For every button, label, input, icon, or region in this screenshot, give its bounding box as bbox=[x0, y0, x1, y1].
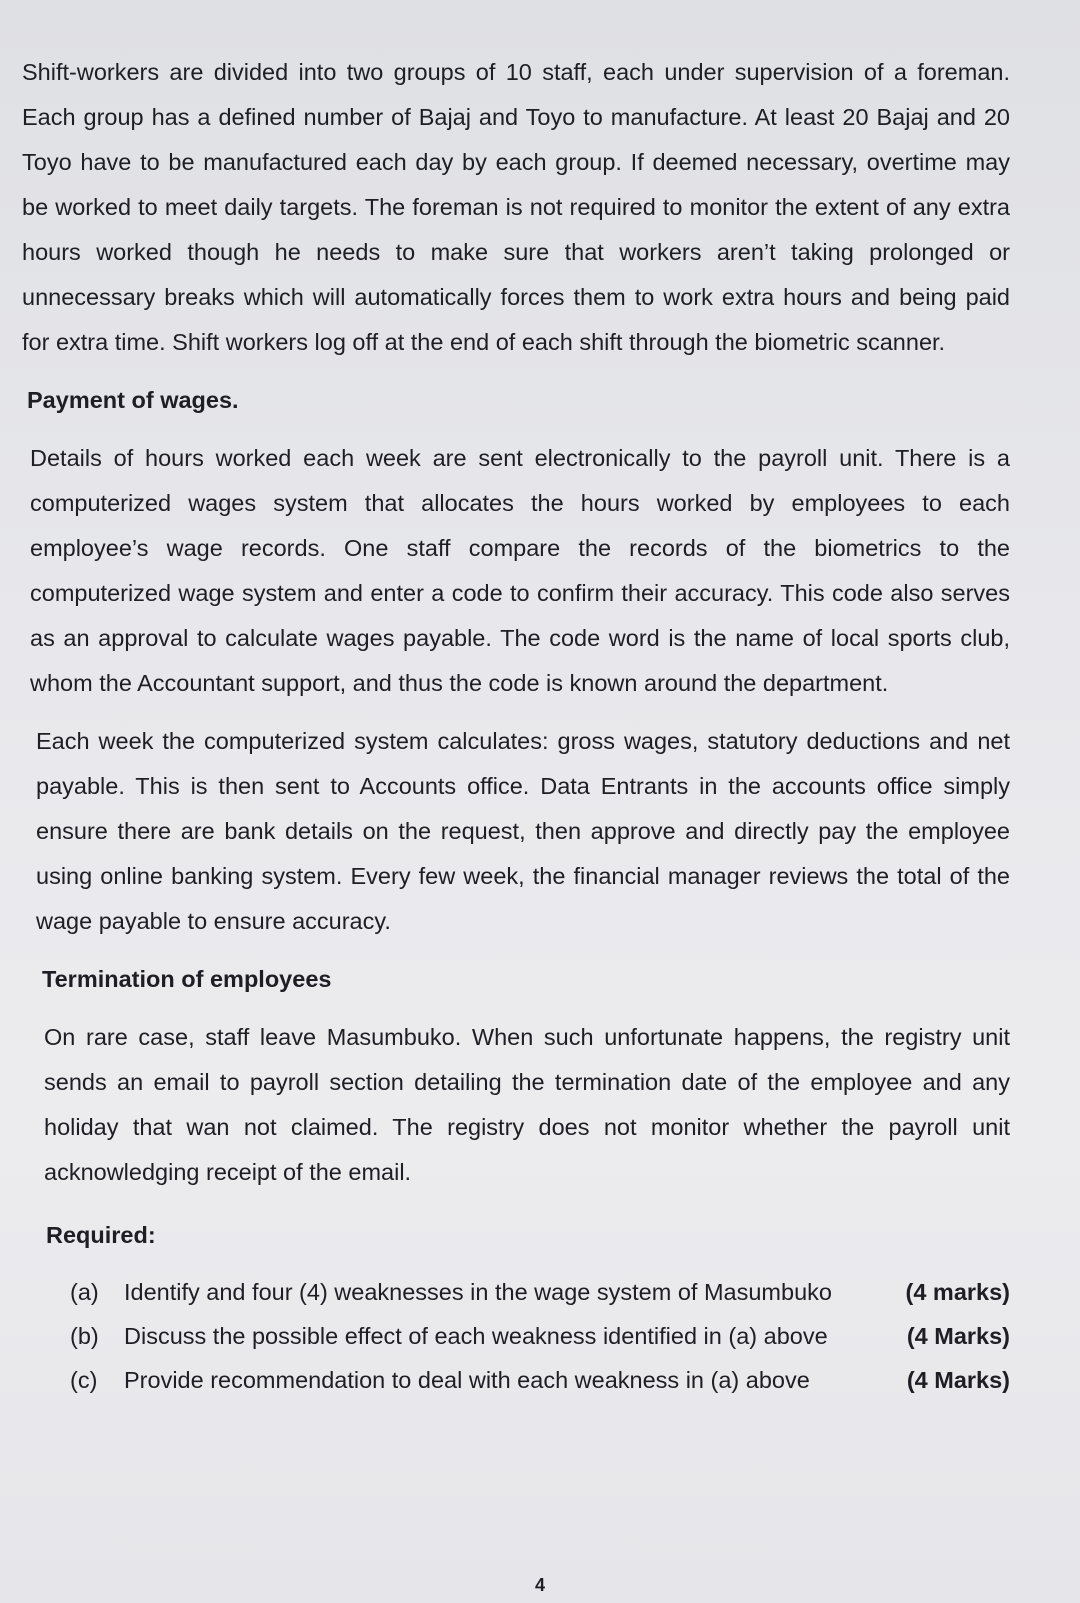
question-text: Discuss the possible effect of each weakness identified in (a) above bbox=[124, 1323, 828, 1349]
paragraph-weekly-calculation: Each week the computerized system calculates: gross wages, statutory deductions and net payable. This is then sent to Accounts office. Data Entrants in the accounts office simply ensure there are bank details on the request, then approve and directly pay the employee using online banking system. Every few week, the financial manager reviews the total of the wage payable to ensure accuracy. bbox=[36, 728, 1010, 934]
paragraph-shift-workers: Shift-workers are divided into two groups of 10 staff, each under supervision of a foreman. Each group has a defined number of Bajaj and Toyo to manufacture. At least 20 Bajaj and 20 Toyo have to be manufactured each day by each group. If deemed necessary, overtime may be worked to meet daily targets. The foreman is not required to monitor the extent of any extra hours worked though he needs to make sure that workers aren’t taking prolonged or unnecessary breaks which will automatically forces them to work extra hours and being paid for extra time. Shift workers log off at the end of each shift through the biometric scanner. bbox=[22, 59, 1010, 355]
paragraph-termination: On rare case, staff leave Masumbuko. When such unfortunate happens, the registry unit sends an email to payroll section detailing the termination date of the employee and any holiday that wan not claimed. The registry does not monitor whether the payroll unit acknowledging receipt of the email. bbox=[44, 1024, 1010, 1185]
question-letter: (a) bbox=[70, 1279, 99, 1305]
paragraph-payment-details: Details of hours worked each week are sent electronically to the payroll unit. There is a computerized wages system that allocates the hours worked by employees to each employee’s wage records. One staff compare the records of the biometrics to the computerized wage system and enter a code to confirm their accuracy. This code also serves as an approval to calculate wages payable. The code word is the name of local sports club, whom the Accountant support, and thus the code is known around the department. bbox=[30, 445, 1010, 696]
question-item bbox=[70, 1358, 1010, 1402]
question-marks: (4 marks) bbox=[905, 1279, 1010, 1305]
heading-termination-of-employees: Termination of employees bbox=[42, 966, 332, 992]
question-text: Identify and four (4) weaknesses in the wage system of Masumbuko bbox=[124, 1279, 832, 1305]
question-list bbox=[22, 1270, 1010, 1402]
question-letter: (c) bbox=[70, 1367, 98, 1393]
heading-required: Required: bbox=[46, 1222, 156, 1248]
heading-payment-of-wages: Payment of wages. bbox=[27, 387, 239, 413]
question-item bbox=[70, 1314, 1010, 1358]
question-item bbox=[70, 1270, 1010, 1314]
question-letter: (b) bbox=[70, 1323, 99, 1349]
question-marks: (4 Marks) bbox=[906, 1367, 1010, 1393]
question-marks: (4 Marks) bbox=[906, 1323, 1010, 1349]
question-text: Provide recommendation to deal with each weakness in (a) above bbox=[124, 1367, 810, 1393]
page-number: 4 bbox=[534, 1575, 545, 1595]
